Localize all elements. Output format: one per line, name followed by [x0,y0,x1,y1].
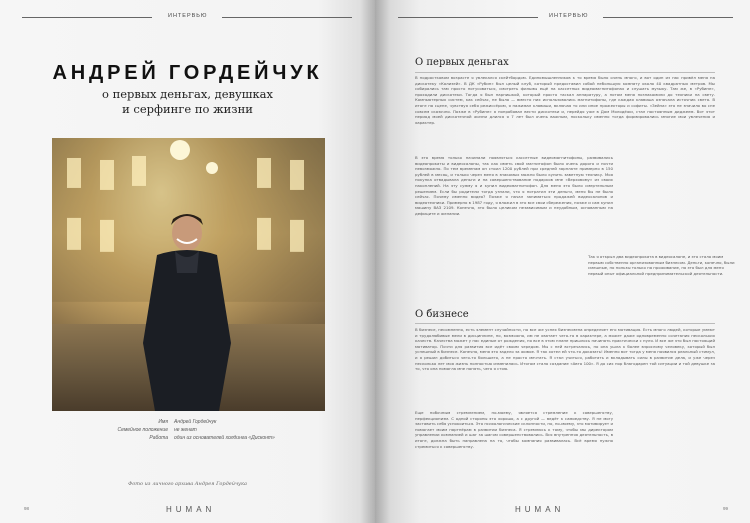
side-quote: Так я открыл два видеопроката в видеосалоне, и это стало моим первым собственно организованным бизнесом. Деньги, конечно, были смешные, но пользы только на проживание, но это был для меня первый опыт официальной предпринимательской деятельности. [588,254,735,276]
man-figure [127,193,247,411]
section-heading-money: О первых деньгах [415,57,509,68]
credit-row-status [98,426,275,434]
section-heading-business: О бизнесе [415,309,469,320]
heading-rule [415,72,715,73]
credit-value: Андрей Гордейчук [174,419,217,425]
profile-credits [98,418,275,442]
portrait-photo [52,138,325,411]
paragraph-4: Еще побочным стремлением, по-моему, является стремление к совершенству, перфекционизм. С одной стороны это хорошо, а с другой — ведёт к самоедству. Я не могу заставить себя успокоиться. Это психологические склонности, но, по-моему, это мотивирует и помогает моим партнёрам в развитии бизнеса. Я стремлюсь к тому, чтобы мы директором управлении компанией и шаг за шагом совершенствовались. Вся внутренняя деятельность, в итоге, должна быть направлена на то, чтобы компания развивалась. Всё время нужно стремиться к совершенству. [415,410,613,449]
credit-value: не женат [174,427,197,433]
subtitle-line-2: и серфинге по жизни [122,101,253,116]
page-number: 99 [723,506,729,511]
credit-label: Работа [149,435,168,441]
right-page [375,0,750,523]
paragraph-1: В подростковом возрасте я увлекался скейтбордом. Единомышленников к то время было очень много, и вот один из нас привёл меня на дискотеку «Колизей». В ДК «Рубин» был целый клуб, который предоставил собой небольшую комнату около 40 квадратных метров. Мы собирались там просто потусоваться, смотреть фильмы ещё на кассетных видеомагнитофонах и слушать музыку. Там же, в «Рубине», проходили дискотеки. Тогда я был парнишкой, который просто таскал аппаратуру, а потом меня познакомили до техники на свету. Компьютерных систем, как сейчас, не было — вместо них использовались магнитофоны, где каждая клавиша означала источник света. В итоге на сцене, чувствуя себя режиссёром, я нажимал клавиши, включая то или иное прожекторы и софиты. «Зейна» это не значило во сне совсем сказочно. Позже в «Рубине» я попробовал вести дискотеки и, перейдя уже в Дом Молодёжи, стал постоянным диджеем. Вот этот период моей дискотечной жизни длился я 7 лет был очень важным, поскольку именно тогда формировались многие мои увлечения и характер. [415,75,715,125]
header-rule-right [222,17,352,18]
photo-credit: Фото из личного архива Андрея Гордейчука [128,481,247,487]
credit-row-name [98,418,275,426]
section-label: ИНТЕРВЬЮ [168,13,208,19]
paragraph-2: В это время только начинали появляться кассетные видеомагнитофоны, развивались видеопрокаты и видеосалоны, так как иметь свой магнитофон было очень дорого и почти невозможно. По тем временам он стоил 1200 рублей при средней зарплате примерно в 150 рублей в месяц, и только через меня в знакомых можно было купить заветную технику. Моя покупка отвадывала деньги и на совершенствование подарков мне «Верховому» из своих накоплений. На эту сумму я и купил видеомагнитофон. Для меня это было смертельным решением. Если бы родители тогда узнали, что я потратил эти деньги, меня бы не было сейчас. Почему именно видео? Позже я начал заниматься продажей видеосалонов и видеотехники. Примерно в 1987 году, я вложил в это все свои сбережения, позже и сам купил машину ВАЗ 2109. Конечно, это было целиком независимым и неудобным, основанным на дефиците и желании. [415,155,613,216]
header-rule-right [603,17,733,18]
subtitle-line-1: о первых деньгах, девушках [101,87,274,101]
magazine-logo: HUMAN [515,505,565,514]
interview-title: АНДРЕЙ ГОРДЕЙЧУК [52,62,323,84]
credit-label: Имя [158,419,168,425]
magazine-logo: HUMAN [166,505,216,514]
header-rule-left [22,17,152,18]
header-rule-left [398,17,538,18]
credit-label: Семейное положение [117,427,168,433]
heading-rule [415,323,715,324]
paragraph-3: В бизнесе, несомненно, есть элемент случайности, но все же успех бизнесмена определяет его мотивация. Есть много людей, которые умеют и трудолюбивые мели в дисциплине, но, возможно, им не хватает чего-то в характере, а может даже одновременно сочетания нескольких качеств. Качества может у нас единые от рождения, но все в этом плане пришлось начинать практически с нуля. И все же это был настоящий мотиватор. Почти для развития все идёт своим чередом. Мы с ней встречались, но она ушла к более взрослому человеку, который был успешный в бизнесе. Конечно, меня это задело за живое. Я так хотел ей что-то доказать! Именно вот тогда у меня появился реальный стимул, и я решил добиться чего-то большего, а не просто мечтать. Я стал учиться, работать и вкладывать силы в развитие дела, и уже через несколько лет моя жизнь полностью изменилась. Итогом стало создание «Авто 100». Я до сих пор благодарен той ситуации и той девушке за то, что она помогла мне понять, чего я стою. [415,327,715,372]
interview-subtitle [0,87,375,116]
section-label: ИНТЕРВЬЮ [549,13,589,19]
credit-row-work [98,434,275,442]
page-number: 98 [24,506,30,511]
credit-value: один из основателей холдинга «Дисконт» [174,435,275,441]
